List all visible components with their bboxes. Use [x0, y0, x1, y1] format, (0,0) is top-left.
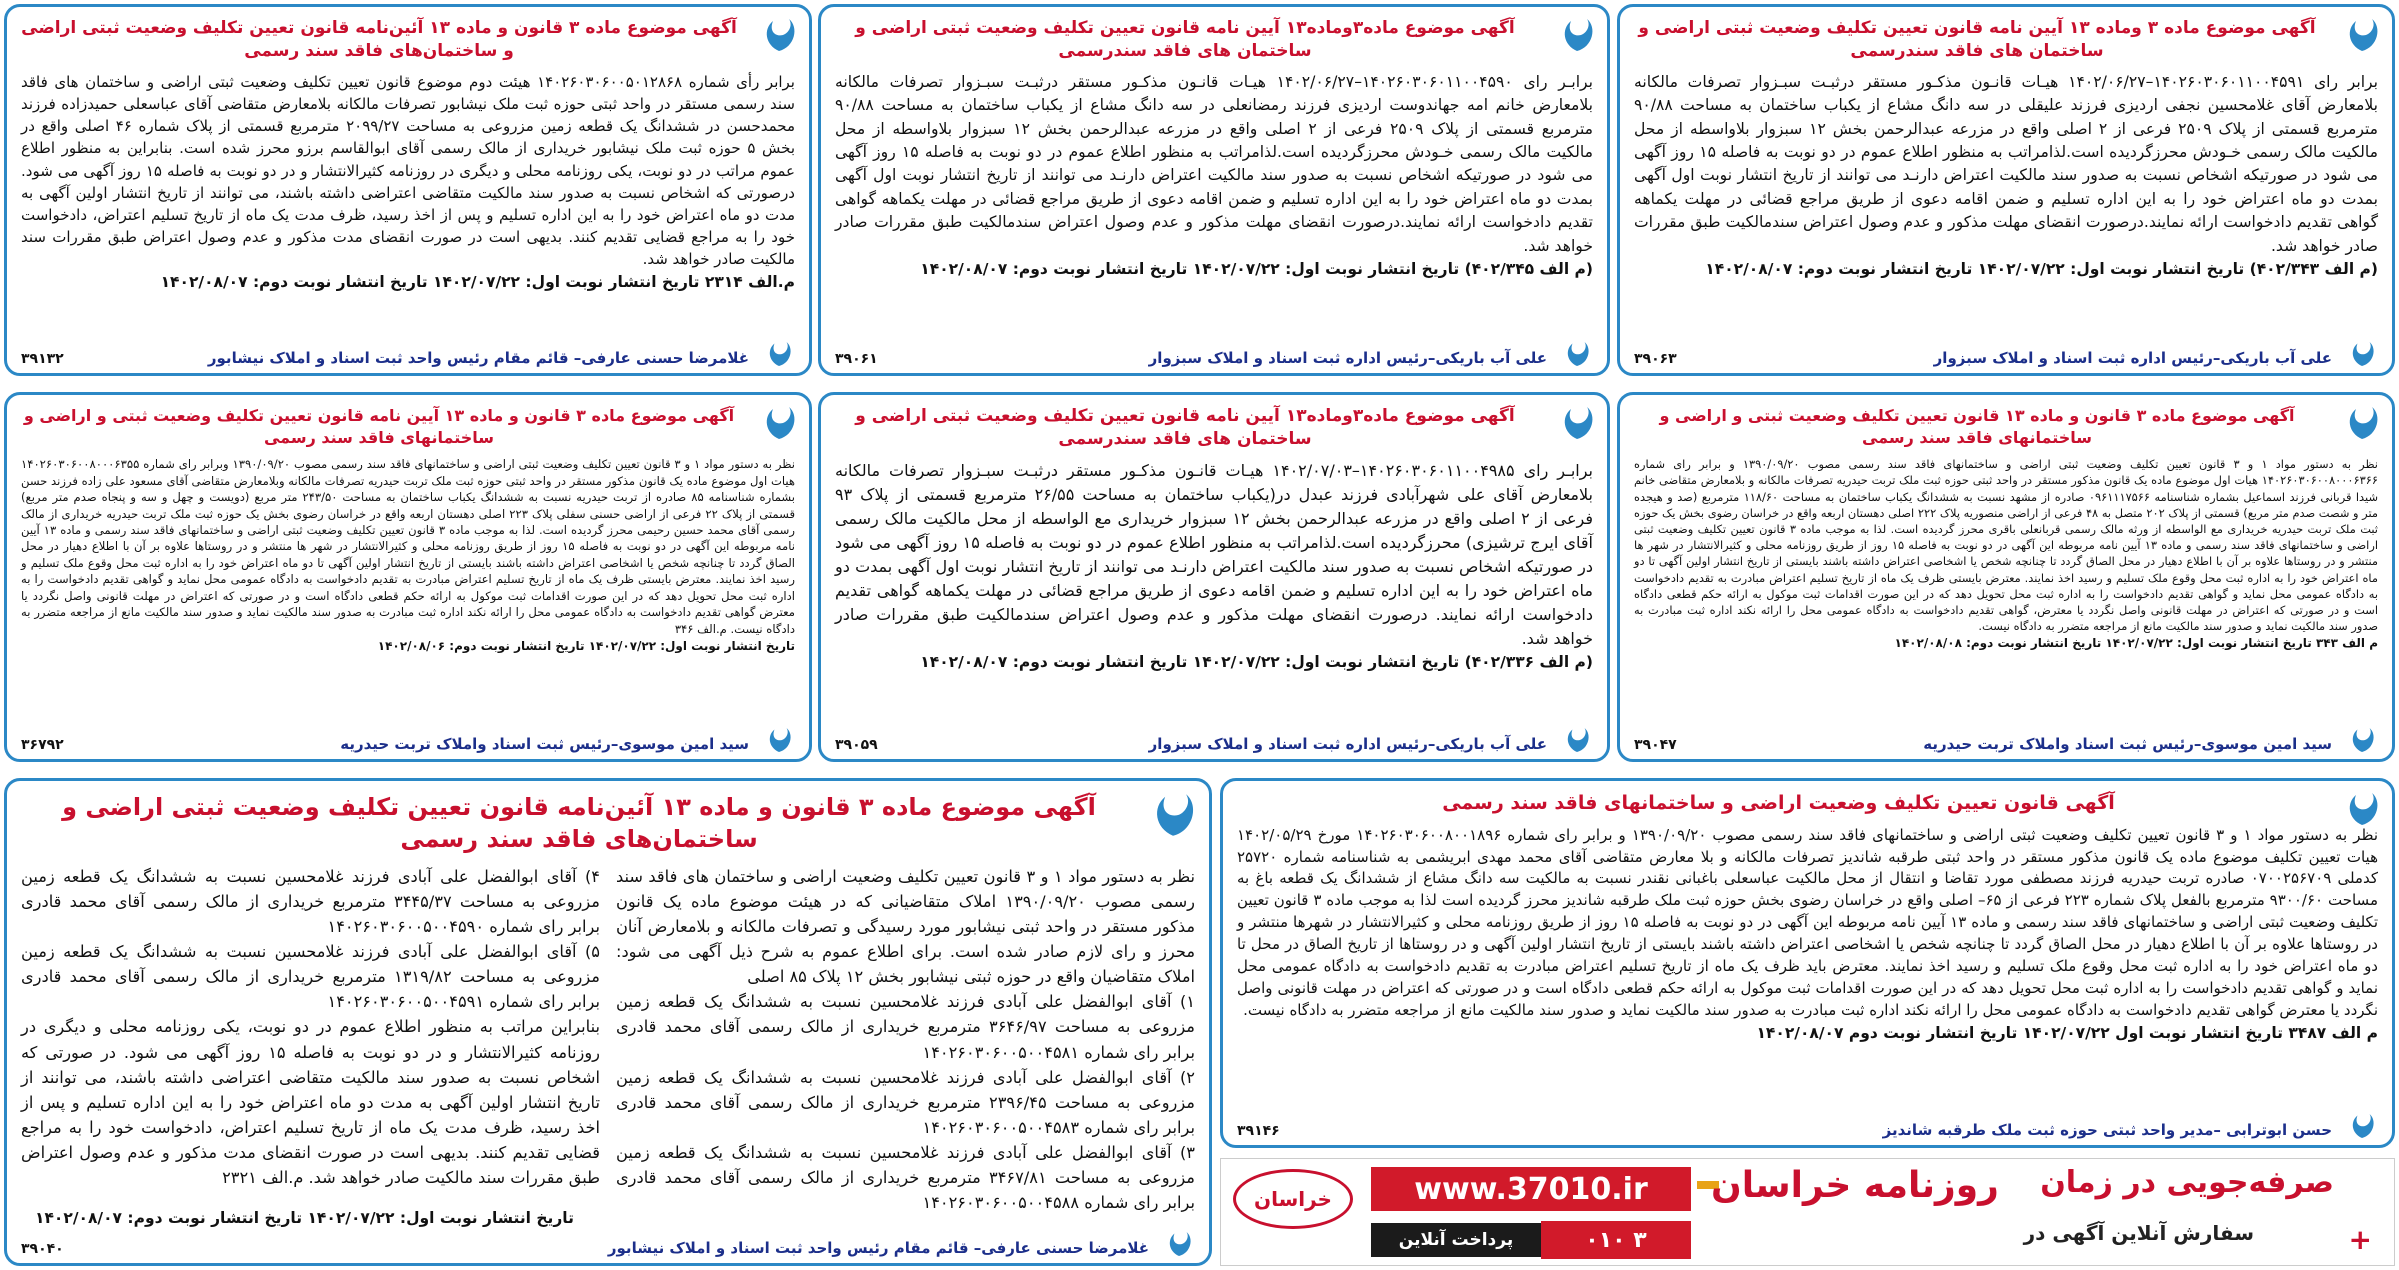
ad-column-right: نظر به دستور مواد ۱ و ۳ قانون تعیین تکلیف وضعیت اراضی و ساختمان های فاقد سند رسمی مصوب ۱۳۹۰/۰۹/۲۰ املاک متقاضیانی که در هیئت موضوع ماده یک قانون مذکور مستقر در واحد ثبتی نیشابور مورد رسیدگی و تصرفات مالکانه و بلامعارض آنان محرز و رای لازم صادر شده است. برای اطلاع عموم به شرح ذیل آگهی می شود: املاک متقاضیان واقع در حوزه ثبتی نیشابور بخش ۱۲ پلاک ۸۵ اصلی ۱) آقای ابوالفضل علی آبادی فرزند غلامحسین نسبت به ششدانگ یک قطعه زمین مزروعی به مساحت ۳۶۴۶/۹۷ مترمربع خریداری از مالک رسمی آقای محمد قادری برابر رای شماره ۱۴۰۲۶۰۳۰۶۰۰۵۰۰۴۵۸۱ ۲) آقای ابوالفضل علی آبادی فرزند غلامحسین نسبت به ششدانگ یک قطعه زمین مزروعی به مساحت ۲۳۹۶/۴۵ مترمربع خریداری از مالک رسمی آقای محمد قادری برابر رای شماره ۱۴۰۲۶۰۳۰۶۰۰۵۰۰۴۵۸۳ ۳) آقای ابوالفضل علی آبادی فرزند غلامحسین نسبت به ششدانگ یک قطعه زمین مزروعی به مساحت ۳۴۶۷/۸۱ مترمربع خریداری از مالک رسمی آقای محمد قادری برابر رای شماره ۱۴۰۲۶۰۳۰۶۰۰۵۰۰۴۵۸۸	[616, 866, 1196, 1213]
ad-body: برابـر رای ۱۴۰۲۶۰۳۰۶۰۱۱۰۰۴۹۸۵–۱۴۰۲/۰۷/۰۳ هیـات قانـون مذکـور مستقر درثبـت سبـزوار تصرفات مالکانه بلامعارض آقای علی شهرآبادی فرزند عبدل در(یکباب ساختمان به مساحت ۲۶/۵۵ مترمربع قسمتی از پلاک ۹۳ فرعی از ۲ اصلی واقع در مزرعه عبدالرحمن بخش ۱۲ سبزوار خریداری مع الواسطه از محل مالکیت مالک رسمی آقای ایرج ترشیزی) محرزگردیده است.لذامراتب به منظور اطلاع عموم در دو نوبت به فاصله ۱۵ روز آگهی می شود در صورتیکه اشخاص نسبت به صدور سند مالکیت اعتراض دارنـد می توانند از تاریخ انتشار نوبت اول آگهی بمدت دو ماه اعتراض خود را به این اداره تسلیم و ضمن اقامه دعوی از طریق مراجع قضائی در مهلت یکماهه گواهی تقدیم دادخواست ارائه نمایند. درصورت انقضای مهلت مذکور و عدم وصول اعتراض سندمالکیت طبق مقررات صادر خواهد شد.	[835, 460, 1594, 648]
ad-serial: ۳۶۷۹۲	[21, 737, 64, 753]
ad-body: برابر رای ۱۴۰۲۶۰۳۰۶۰۱۱۰۰۴۵۹۱–۱۴۰۲/۰۶/۲۷ هیـات قانـون مذکـور مستقر درثبـت سبـزوار تصرفات مالکانه بلامعارض آقای غلامحسین نجفی اردیزی فرزند علیقلی در سه دانگ مشاع از یکباب ساختمان به مساحت ۹۰/۸۸ مترمربع قسمتی از پلاک ۲۵۰۹ فرعی از ۲ اصلی واقع در مزرعه عبدالرحمن بخش ۱۲ سبزوار بلاواسطه از محل مالکیت مالک رسمی خـودش محرزگردیده است.لذامراتب به منظور اطلاع عموم در دو نوبت به فاصله ۱۵ روز آگهی می شود در صورتیکه اشخاص نسبت به صدور سند مالکیت اعتراض دارنـد می توانند از تاریخ انتشار نوبت اول آگهی بمدت دو ماه اعتراض خود را به این اداره تسلیم و ضمن اقامه دعوی از طریق مراجع قضائی در مهلت یکماهه گواهی تقدیم دادخواست ارائه نمایند.درصورت انقضای مهلت مذکور و عدم وصول اعتراض سندمالکیت طبق مقررات صادر خواهد شد.	[1634, 72, 2379, 255]
ad-card-5	[818, 392, 1610, 762]
ad-body: نظر به دستور مواد ۱ و ۳ قانون تعیین تکلیف وضعیت ثبتی اراضی و ساختمانهای فاقد سند رسمی مصوب ۱۳۹۰/۰۹/۲۰ و برابر رای شماره ۱۴۰۲۶۰۳۰۶۰۰۸۰۰۱۸۹۶ مورخ ۱۴۰۲/۰۵/۲۹ هیات تعیین تکلیف موضوع ماده یک قانون مذکور مستقر در واحد ثبتی طرقبه شاندیز تصرفات مالکانه و بلا معارض متقاضی آقای محمد مهدی ابریشمی به شناسنامه شماره ۲۵۷۲۰ کدملی ۰۷۰۰۲۵۶۷۰۹ صادره تربت حیدریه فرزند مصطفی مورد تقاضا و انتقال از محل مالکیت عباسعلی باغبانی نقندر نسبت به مالکیت سه دانگ مشاع از ششدانگ یک قطعه باغ به مساحت ۹۳۰۰/۶۰ مترمربع بالفعل پلاک شماره ۲۲۳ فرعی از ۶۵– اصلی واقع در خراسان رضوی بخش حوزه ثبت ملک طرقبه شاندیز محرز گردیده است لذا به موجب ماده ۳ قانون تعیین تکلیف وضعیت ثبتی اراضی و ساختمانهای فاقد سند رسمی و ماده ۱۳ آیین نامه مربوطه این آگهی در دو نوبت به فاصله ۱۵ روز از طریق روزنامه محلی و کثیرالانتشار در شهرها منتشر و در روستاها علاوه بر آن با اطلاع دهیار در محل الصاق گردد تا چنانچه شخص یا اشخاصی اعتراض داشته باشند بایستی از تاریخ انتشار اولین آگهی و در روستاها از تاریخ الصاق در محل تا دو ماه اعتراض خود را به اداره ثبت محل وقوع ملک تسلیم و رسید اخذ نمایند. معترض باید ظرف یک ماه از تاریخ تسلیم اعتراض مبادرت به تقدیم دادخواست به دادگاه عمومی محل نماید و گواهی تقدیم دادخواست را به اداره ثبت محل تحویل دهد که در این صورت اقدامات ثبت موکول به ارائه حکم قطعی دادگاه است و در صورتی که اعتراض در مهلت قانونی واصل نگردد یا معترض گواهی تقدیم دادخواست به دادگاه عمومی محل را ارائه نکند اداره ثبت مبادرت به صدور سند مالکیت نماید و صدور سند مالکیت مانع از مراجعه متضرر به دادگاه نیست.	[1237, 825, 2378, 1019]
registry-logo-icon	[759, 403, 799, 443]
ad-body: نظر به دستور مواد ۱ و ۳ قانون تعیین تکلیف وضعیت ثبتی اراضی و ساختمانهای فاقد سند رسمی مصوب ۱۳۹۰/۰۹/۲۰ وبرابر رای شماره ۱۴۰۲۶۰۳۰۶۰۰۸۰۰۰۶۳۵۵ هیات اول موضوع ماده یک قانون مذکور مستقر در واحد ثبتی حوزه ثبت ملک تربت حیدریه تصرفات مالکانه وبلامعارض متقاضی آقای مسعود علی زاده فرزند حسن بشماره شناسنامه ۸۵ صادره از تربت حیدریه نسبت به ششدانگ یکباب ساختمان به مساحت ۲۴۳/۵۰ متر مربع (دویست و چهل و سه و پنجاه صدم متر مربع) قسمتی از پلاک ۲۲ فرعی از اراضی حسنی سفلی پلاک ۲۲۳ اصلی دهستان اربعه واقع در خراسان رضوی بخش یک حوزه ثبت ملک تربت حیدریه خریداری از مالک رسمی آقای محمد حسین رحیمی محرز گردیده است. لذا به موجب ماده ۳ قانون تعیین تکلیف وضعیت ثبتی اراضی و ساختمانهای فاقد سند رسمی و ماده ۱۳ آیین نامه مربوطه این آگهی در دو نوبت به فاصله ۱۵ روز از طریق روزنامه محلی و کثیرالانتشار در شهر ها منتشر و در روستاها علاوه بر آن با اطلاع دهیار در محل الصاق گردد تا چنانچه شخص یا اشخاصی اعتراض داشته باشند بایستی از تاریخ انتشار اولین آگهی تا دو ماه اعتراض خود را به اداره ثبت محل وقوع ملک تسلیم و رسید اخذ نمایند. معترض بایستی ظرف یک ماه از تاریخ تسلیم اعتراض مبادرت به تقدیم دادخواست به دادگاه عمومی محل نماید و گواهی تقدیم دادخواست را به اداره ثبت محل تحویل دهد که در این صورت اقدامات ثبت موکول به ارائه حکم قطعی دادگاه است و در صورتی که اعتراض در مهلت قانونی واصل نگردد یا معترض گواهی تقدیم دادخواست به دادگاه عمومی محل را ارائه نکند اداره ثبت مبادرت به صدور سند مالکیت نماید و صدور سند مالکیت مانع از مراجعه متضرر به دادگاه نیست. م.الف ۳۴۶	[21, 457, 796, 636]
ad-columns	[7, 860, 1209, 1216]
ad-body: نظر به دستور مواد ۱ و ۳ قانون تعیین تکلیف وضعیت ثبتی اراضی و ساختمانهای فاقد سند رسمی مصوب ۱۳۹۰/۰۹/۲۰ و برابر رای شماره ۱۴۰۲۶۰۳۰۶۰۰۸۰۰۰۶۳۶۶ هیات اول موضوع ماده یک قانون مذکور مستقر در واحد ثبتی حوزه ثبت ملک تربت حیدریه تصرفات مالکانه و بلامعارض متقاضی خانم شیدا قربانی فرزند اسماعیل بشماره شناسنامه ۰۹۶۱۱۱۷۵۶۶ صادره از مشهد نسبت به ششدانگ یکباب ساختمان به مساحت ۱۱۸/۶۰ مترمربع (صد و هیجده متر و شصت صدم متر مربع) قسمتی از پلاک ۲۰۲ متصل به ۴۸ فرعی از اراضی منصوریه پلاک ۲۲۲ اصلی دهستان اربعه واقع در خراسان رضوی بخش یک حوزه ثبت ملک تربت حیدریه خریداری مع الواسطه از ورثه مالک رسمی قربانعلی باقری محرز گردیده است. لذا به موجب ماده ۳ قانون تعیین تکلیف وضعیت ثبتی اراضی و ساختمانهای فاقد سند رسمی و ماده ۱۳ آیین نامه مربوطه این آگهی در دو نوبت به فاصله ۱۵ روز از طریق روزنامه محلی و کثیرالانتشار در شهر ها منتشر و در روستاها علاوه بر آن با اطلاع دهیار در محل الصاق گردد تا چنانچه شخص یا اشخاصی اعتراض داشته باشند بایستی از تاریخ انتشار اولین آگهی تا دو ماه اعتراض خود را به اداره ثبت محل وقوع ملک تسلیم و رسید اخذ نمایند. معترض بایستی ظرف یک ماه از تاریخ تسلیم اعتراض مبادرت به تقدیم دادخواست به دادگاه عمومی محل نماید و گواهی تقدیم دادخواست را به اداره ثبت محل تحویل دهد که در این صورت اقدامات ثبت موکول به ارائه حکم قطعی دادگاه است و در صورتی که اعتراض در مهلت قانونی واصل نگردد یا معترض، گواهی تقدیم دادخواست به دادگاه عمومی محل را ارائه نکند اداره ثبت مبادرت به صدور سند مالکیت نماید و صدور سند مالکیت مانع از مراجعه متضرر به دادگاه نیست.	[1634, 457, 2379, 634]
online-payment-label: پرداخت آنلاین	[1371, 1223, 1541, 1257]
banner-subtitle: سفارش آنلاین آگهی در	[2023, 1221, 2254, 1245]
publication-dates: م الف ۳۴۸۷ تاریخ انتشار نوبت اول ۱۴۰۲/۰۷/۲۲ تاریخ انتشار نوبت دوم ۱۴۰۲/۰۸/۰۷	[1756, 1023, 2378, 1042]
registry-logo-icon	[1147, 789, 1199, 841]
ad-serial: ۳۹۱۳۲	[21, 351, 64, 367]
registry-logo-icon	[1557, 403, 1597, 443]
registry-logo-icon	[1559, 339, 1595, 369]
ad-card-1	[1617, 4, 2395, 376]
ad-card-3	[4, 4, 812, 376]
ad-title: آگهی موضوع ماده ۳ قانون و ماده ۱۳ آئین‌نامه قانون تعیین تکلیف وضعیت ثبتی اراضی و ساختمان‌های فاقد سند رسمی	[62, 793, 1096, 854]
registry-logo-icon	[1559, 725, 1595, 755]
registry-logo-icon	[761, 725, 797, 755]
ad-serial: ۳۹۰۵۹	[835, 737, 878, 753]
ad-title: آگهی موضوع ماده ۳ قانون و ماده ۱۳ قانون تعیین تکلیف وضعیت ثبتی و اراضی و ساختمانهای فاقد سند رسمی	[1659, 406, 2295, 447]
ad-signature: علی آب باریکی–رئیس اداره ثبت اسناد و املاک سبزوار	[1148, 735, 1547, 753]
newspaper-banner[interactable]	[1220, 1158, 2395, 1266]
registry-logo-icon	[761, 339, 797, 369]
ad-serial: ۳۹۰۶۳	[1634, 351, 1677, 367]
khorasan-logo: خراسان	[1233, 1169, 1353, 1229]
registry-logo-icon	[2344, 725, 2380, 755]
publication-dates: (م الف ۴۰۲/۳۴۳) تاریخ انتشار نوبت اول: ۱۴۰۲/۰۷/۲۲ تاریخ انتشار نوبت دوم: ۱۴۰۲/۰۸/۰۷	[1705, 260, 2378, 278]
ad-card-8	[4, 778, 1212, 1266]
ad-signature: غلامرضا حسنی عارفی– قائم مقام رئیس واحد ثبت اسناد و املاک نیشابور	[207, 349, 749, 367]
ad-serial: ۳۹۱۴۶	[1237, 1123, 1280, 1139]
ad-signature: حسن ابوترابی –مدیر واحد ثبتی حوزه ثبت ملک طرقبه شاندیز	[1882, 1121, 2332, 1139]
ad-body: برابر رأی شماره ۱۴۰۲۶۰۳۰۶۰۰۵۰۱۲۸۶۸ هیئت دوم موضوع قانون تعیین تکلیف وضعیت ثبتی اراضی و ساختمان های فاقد سند رسمی مستقر در واحد ثبتی حوزه ثبت ملک نیشابور تصرفات مالکانه بلامعارض متقاضی آقای عباسعلی حمیدزاده فرزند محمدحسن در ششدانگ یک قطعه زمین مزروعی به مساحت ۲۰۹۹/۲۷ مترمربع قسمتی از پلاک شماره ۴۶ اصلی واقع در بخش ۵ حوزه ثبت ملک نیشابور خریداری از مالک رسمی آقای ابوالقاسم برزو محرز شده است. بنابراین به منظور اطلاع عموم مراتب در دو نوبت، یکی روزنامه محلی و دیگری در روزنامه کثیرالانتشار و در دو نوبت به فاصله ۱۵ روز آگهی می شود. درصورتی که اشخاص نسبت به صدور سند مالکیت متقاضی اعتراضی داشته باشند، می توانند از تاریخ انتشار اولین آگهی به مدت دو ماه اعتراض خود را به این اداره تسلیم و پس از اخذ رسید، ظرف مدت یک ماه از تاریخ تسلیم اعتراض، دادخواست خود را به مراجع قضایی تقدیم کنند. بدیهی است در صورت انقضای مدت مذکور و عدم وصول اعتراض طبق مقررات سند مالکیت صادر خواهد شد.	[21, 72, 796, 269]
ad-title: آگهی قانون تعیین تکلیف وضعیت اراضی و ساختمانهای فاقد سند رسمی	[1442, 792, 2115, 814]
ad-serial: ۳۹۰۶۱	[835, 351, 878, 367]
ad-card-7	[1220, 778, 2395, 1148]
ad-title: آگهی موضوع ماده ۳ وماده ۱۳ آیین نامه قانون تعیین تکلیف وضعیت ثبتی اراضی و ساختمان های فاقد سندرسمی	[1638, 18, 2316, 61]
publication-dates: تاریخ انتشار نوبت اول: ۱۴۰۲/۰۷/۲۲ تاریخ انتشار نوبت دوم: ۱۴۰۲/۰۸/۰۶	[377, 639, 795, 654]
ad-signature: سید امین موسوی–رئیس ثبت اسناد واملاک تربت حیدریه	[340, 735, 749, 753]
publication-dates: (م الف ۴۰۲/۳۴۵) تاریخ انتشار نوبت اول: ۱۴۰۲/۰۷/۲۲ تاریخ انتشار نوبت دوم: ۱۴۰۲/۰۸/۰۷	[920, 260, 1593, 278]
ad-serial: ۳۹۰۴۷	[1634, 737, 1677, 753]
ad-body: برابـر رای ۱۴۰۲۶۰۳۰۶۰۱۱۰۰۴۵۹۰–۱۴۰۲/۰۶/۲۷ هیـات قانـون مذکـور مستقر درثبـت سبـزوار تصرفات مالکانه بلامعارض خانم امه جهاندوست اردیزی فرزند رمضانعلی در سه دانگ مشاع از یکباب ساختمان به مساحت ۹۰/۸۸ مترمربع قسمتی از پلاک ۲۵۰۹ فرعی از ۲ اصلی واقع در مزرعه عبدالرحمن بخش ۱۲ سبزوار بلاواسطه از محل مالکیت مالک رسمی خـودش محرزگردیده است.لذامراتب به منظور اطلاع عموم در دو نوبت به فاصله ۱۵ روز آگهی می شود در صورتیکه اشخاص نسبت به صدور سند مالکیت اعتراض دارنـد می توانند از تاریخ انتشار نوبت اول آگهی بمدت دو ماه اعتراض خود را به این اداره تسلیم و ضمن اقامه دعوی از طریق مراجع قضائی در مهلت یکماهه گواهی تقدیم دادخواست ارائه نمایند.درصورت انقضای مهلت مذکور و عدم وصول اعتراض سندمالکیت طبق مقررات صادر خواهد شد.	[835, 72, 1594, 255]
phone-number: ۳ ۰۱۰	[1541, 1221, 1691, 1259]
ad-card-6	[4, 392, 812, 762]
ad-title: آگهی موضوع ماده۳وماده۱۳ آیین نامه قانون تعیین تکلیف وضعیت ثبتی اراضی و ساختمان های فاقد سندرسمی	[855, 18, 1515, 61]
registry-logo-icon	[2342, 403, 2382, 443]
publication-dates: (م الف ۴۰۲/۳۳۶) تاریخ انتشار نوبت اول: ۱۴۰۲/۰۷/۲۲ تاریخ انتشار نوبت دوم: ۱۴۰۲/۰۸/۰۷	[920, 652, 1593, 671]
plus-icon: +	[2348, 1223, 2372, 1256]
ad-title: آگهی موضوع ماده ۳ قانون و ماده ۱۳ آئین‌نامه قانون تعیین تکلیف وضعیت ثبتی اراضی و ساختمان‌های فاقد سند رسمی	[21, 18, 737, 61]
registry-logo-icon	[1557, 15, 1597, 55]
ad-card-2	[818, 4, 1610, 376]
ad-signature: علی آب باریکی–رئیس اداره ثبت اسناد و املاک سبزوار	[1148, 349, 1547, 367]
ad-serial: ۳۹۰۴۰	[21, 1241, 64, 1257]
registry-logo-icon	[1161, 1229, 1197, 1259]
banner-slogan: صرفه‌جویی در زمان	[2040, 1165, 2334, 1200]
registry-logo-icon	[759, 15, 799, 55]
newspaper-name: روزنامه خراسان	[1711, 1165, 1999, 1206]
ad-signature: غلامرضا حسنی عارفی– قائم مقام رئیس واحد ثبت اسناد و املاک نیشابور	[607, 1239, 1149, 1257]
ad-title: آگهی موضوع ماده ۳ قانون و ماده ۱۳ آیین نامه قانون تعیین تکلیف وضعیت ثبتی و اراضی و ساختمانهای فاقد سند رسمی	[23, 406, 735, 447]
registry-logo-icon	[2344, 1111, 2380, 1141]
publication-dates: تاریخ انتشار نوبت اول: ۱۴۰۲/۰۷/۲۲ تاریخ انتشار نوبت دوم: ۱۴۰۲/۰۸/۰۷	[35, 1209, 574, 1227]
registry-logo-icon	[2342, 789, 2382, 829]
ad-title: آگهی موضوع ماده۳وماده۱۳ آیین نامه قانون تعیین تکلیف وضعیت ثبتی اراضی و ساختمان های فاقد سندرسمی	[855, 406, 1515, 449]
ad-signature: سید امین موسوی–رئیس ثبت اسناد واملاک تربت حیدریه	[1923, 735, 2332, 753]
ad-card-4	[1617, 392, 2395, 762]
publication-dates: م الف ۳۴۳ تاریخ انتشار نوبت اول: ۱۴۰۲/۰۷/۲۲ تاریخ انتشار نوبت دوم: ۱۴۰۲/۰۸/۰۸	[1894, 636, 2378, 651]
registry-logo-icon	[2344, 339, 2380, 369]
registry-logo-icon	[2342, 15, 2382, 55]
website-link[interactable]: www.37010.ir	[1371, 1167, 1691, 1211]
ad-signature: علی آب باریکی–رئیس اداره ثبت اسناد و املاک سبزوار	[1933, 349, 2332, 367]
publication-dates: م.الف ۲۳۱۴ تاریخ انتشار نوبت اول: ۱۴۰۲/۰۷/۲۲ تاریخ انتشار نوبت دوم: ۱۴۰۲/۰۸/۰۷	[160, 272, 795, 291]
ad-column-left: ۴) آقای ابوالفضل علی آبادی فرزند غلامحسین نسبت به ششدانگ یک قطعه زمین مزروعی به مساحت ۳۴۴۵/۳۷ مترمربع خریداری از مالک رسمی آقای محمد قادری برابر رای شماره ۱۴۰۲۶۰۳۰۶۰۰۵۰۰۴۵۹۰ ۵) آقای ابوالفضل علی آبادی فرزند غلامحسین نسبت به ششدانگ یک قطعه زمین مزروعی به مساحت ۱۳۱۹/۸۲ مترمربع خریداری از مالک رسمی آقای محمد قادری برابر رای شماره ۱۴۰۲۶۰۳۰۶۰۰۵۰۰۴۵۹۱ بنابراین مراتب به منظور اطلاع عموم در دو نوبت، یکی روزنامه محلی و دیگری در روزنامه کثیرالانتشار و در دو نوبت به فاصله ۱۵ روز آگهی می شود. در صورتی که اشخاص نسبت به صدور سند مالکیت متقاضی اعتراضی داشته باشند، می توانند از تاریخ انتشار اولین آگهی به مدت دو ماه اعتراض خود را به این اداره تسلیم و پس از اخذ رسید، ظرف مدت یک ماه از تاریخ تسلیم اعتراض، دادخواست خود را به مراجع قضایی تقدیم کنند. بدیهی است در صورت انقضای مدت مذکور و عدم وصول اعتراض طبق مقررات سند مالکیت صادر خواهد شد. م.الف ۲۳۲۱	[21, 866, 600, 1188]
